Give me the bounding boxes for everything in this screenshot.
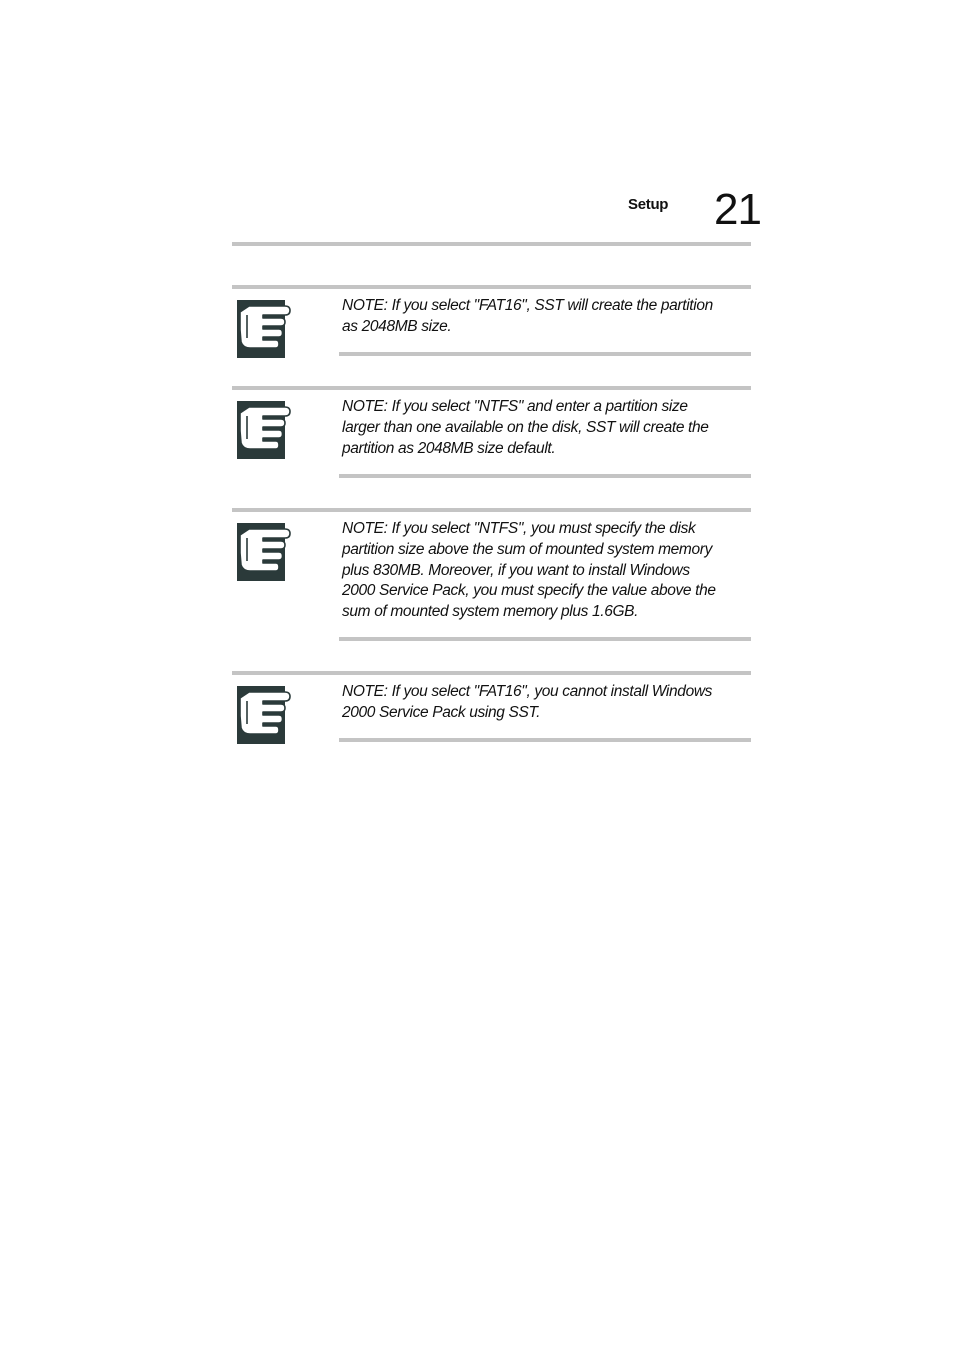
note-top-rule bbox=[232, 508, 751, 512]
note-text: NOTE: If you select "FAT16", SST will create the partition as 2048MB size. bbox=[342, 297, 713, 335]
section-title: Setup bbox=[628, 196, 669, 213]
note-top-rule bbox=[232, 671, 751, 675]
header-rule bbox=[232, 242, 751, 246]
pointing-hand-icon bbox=[235, 401, 291, 459]
note-bottom-rule bbox=[339, 474, 751, 478]
note-top-rule bbox=[232, 285, 751, 289]
pointing-hand-icon bbox=[235, 686, 291, 744]
note-text: NOTE: If you select "NTFS", you must specify the disk partition size above the sum of mounted system memory plus 830MB. Moreover, if you want to install Windows 2000 Service Pack, you must specify the value above the sum of mounted system memory plus 1.6GB. bbox=[342, 520, 716, 621]
pointing-hand-icon bbox=[235, 523, 291, 581]
note-bottom-rule bbox=[339, 738, 751, 742]
page-number: 21 bbox=[714, 185, 761, 234]
note-top-rule bbox=[232, 386, 751, 390]
note-text: NOTE: If you select "NTFS" and enter a partition size larger than one available on the disk, SST will create the partition as 2048MB size default. bbox=[342, 398, 709, 457]
note-bottom-rule bbox=[339, 352, 751, 356]
pointing-hand-icon bbox=[235, 300, 291, 358]
note-bottom-rule bbox=[339, 637, 751, 641]
note-text: NOTE: If you select "FAT16", you cannot install Windows 2000 Service Pack using SST. bbox=[342, 683, 713, 721]
